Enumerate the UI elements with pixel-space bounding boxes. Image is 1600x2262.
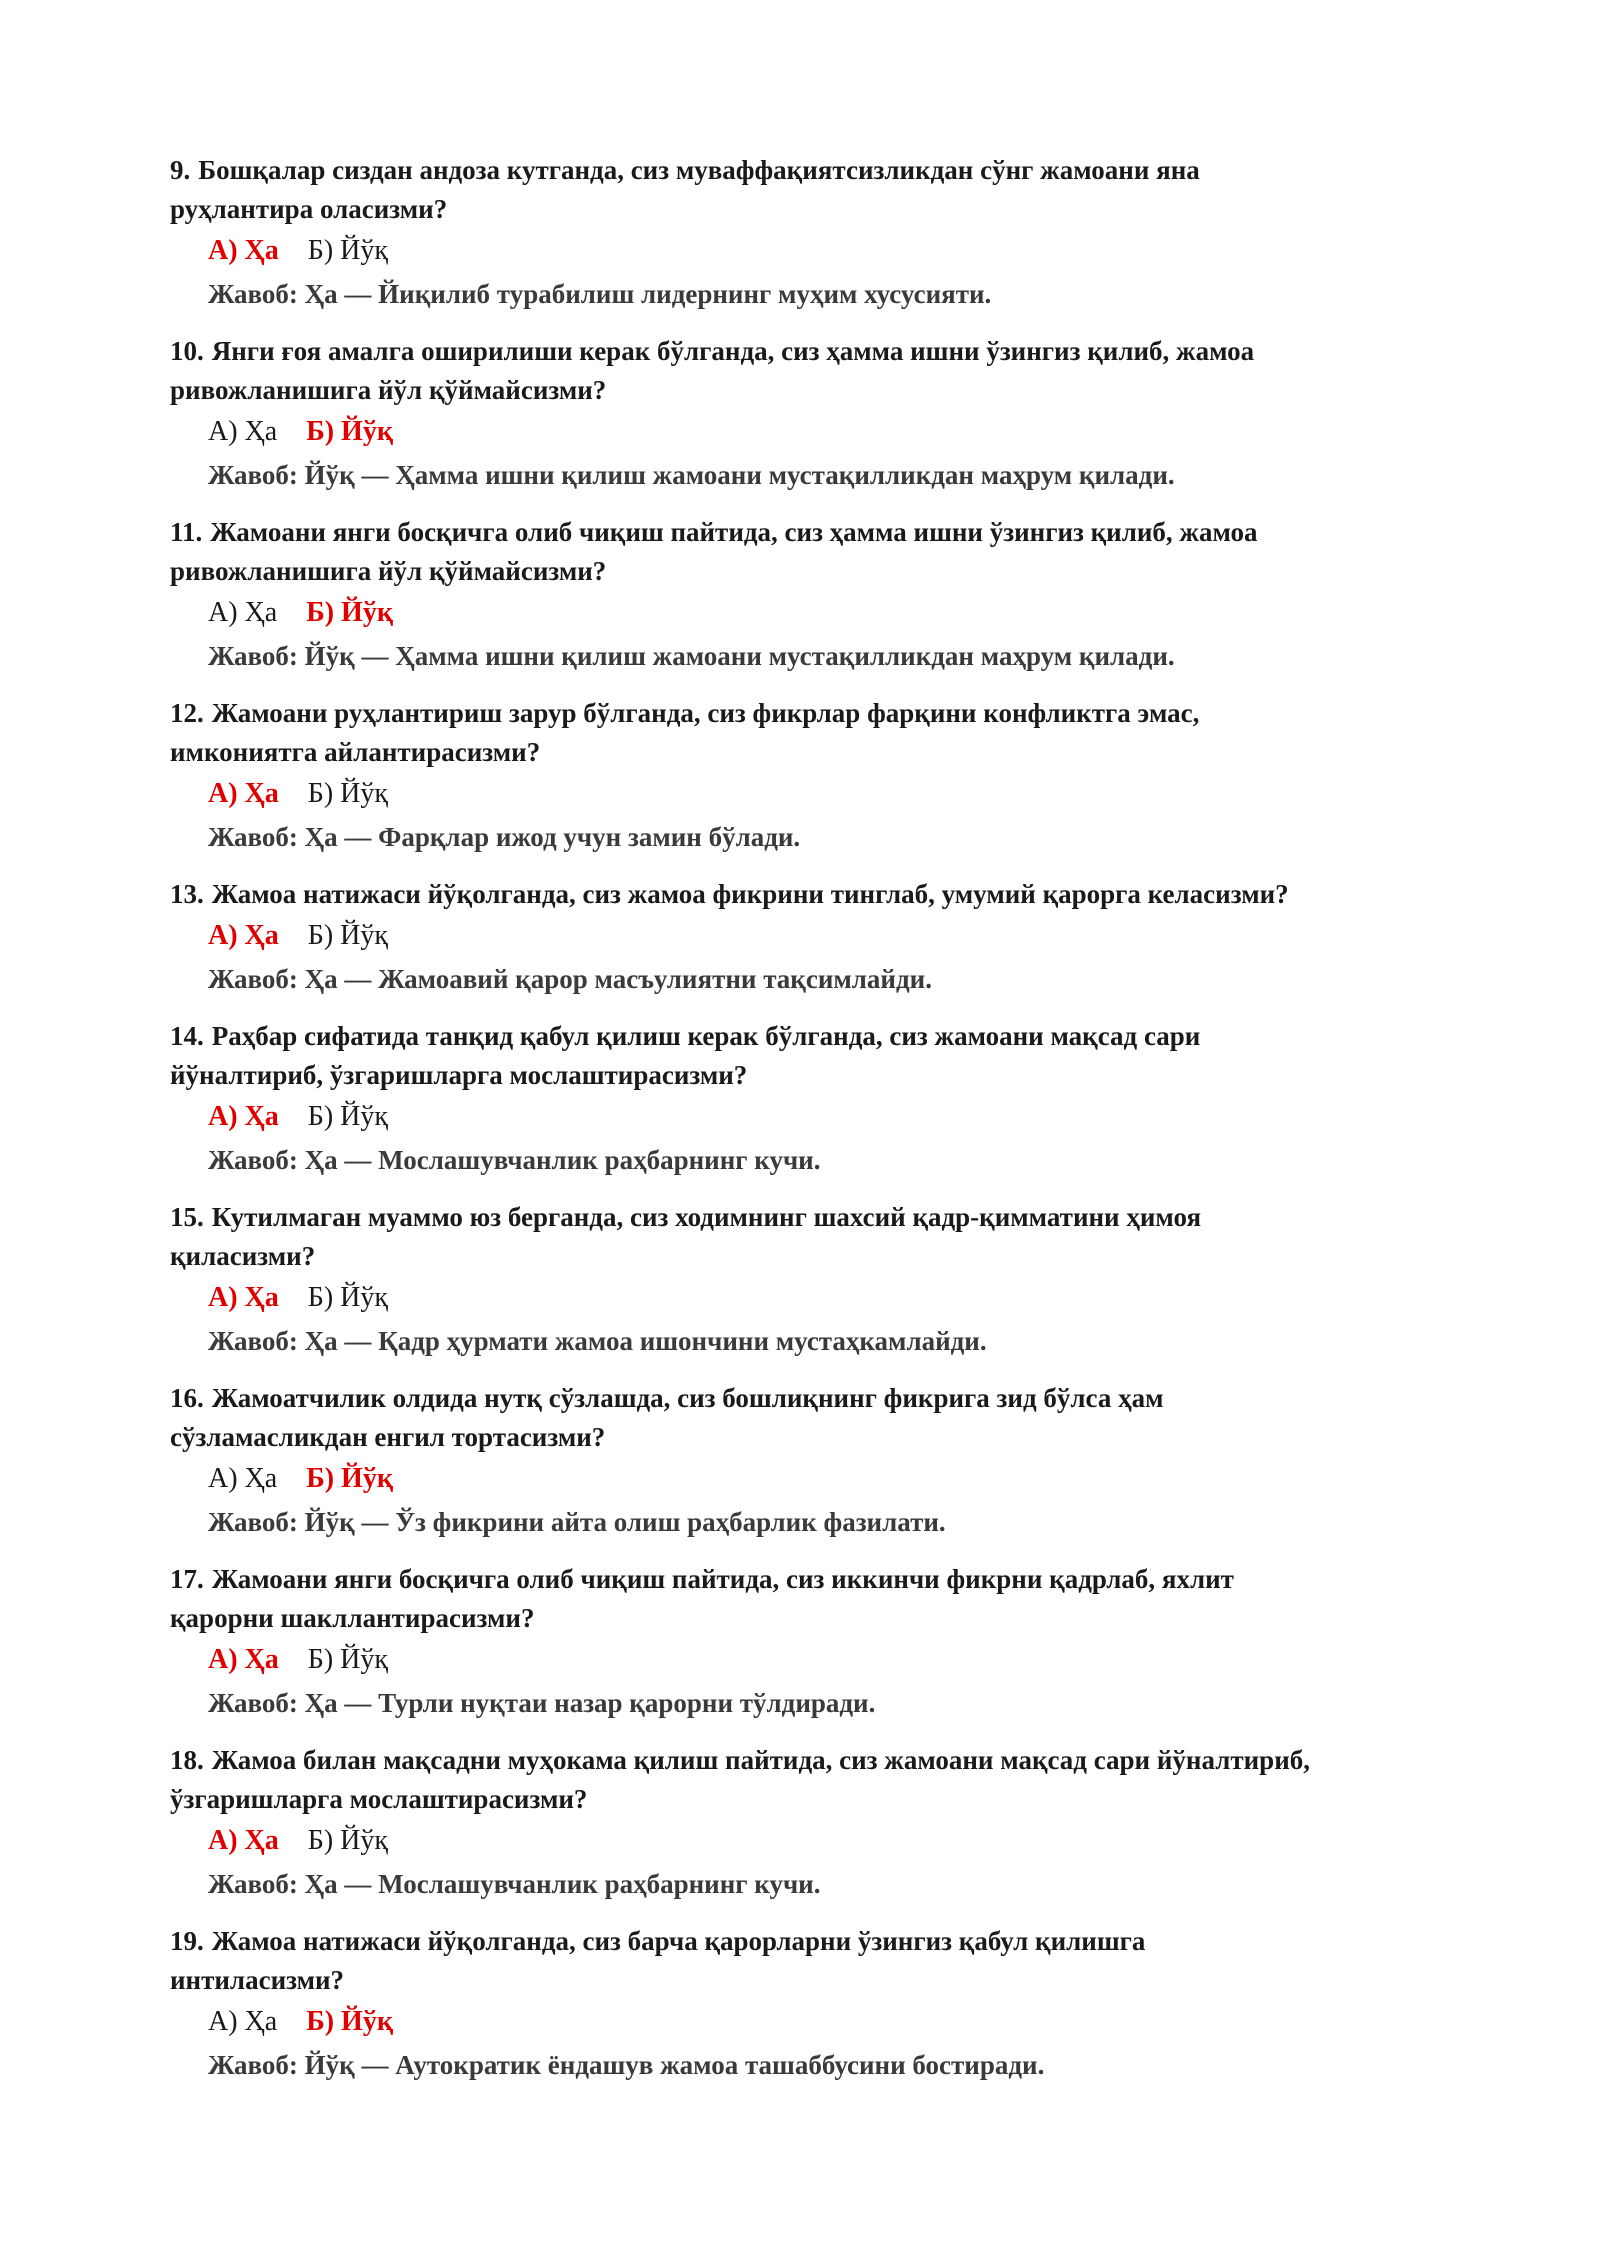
- question-text: [170, 1560, 1460, 1638]
- answer-explanation: Жавоб: Йўқ — Ҳамма ишни қилиш жамоани мустақилликдан маҳрум қилади.: [208, 641, 1175, 671]
- question-line: руҳлантира оласизми?: [170, 194, 448, 224]
- question-number: 16.: [170, 1383, 204, 1413]
- answer-explanation: Жавоб: Йўқ — Ўз фикрини айта олиш раҳбарлик фазилати.: [208, 1507, 946, 1537]
- question-text: [170, 1379, 1460, 1457]
- option-b[interactable]: Б) Йўқ: [307, 235, 388, 266]
- option-b[interactable]: Б) Йўқ: [306, 2006, 393, 2037]
- question-14: [170, 1017, 1460, 1179]
- question-line: ўзгаришларга мослаштирасизми?: [170, 1784, 588, 1814]
- question-17: [170, 1560, 1460, 1722]
- question-line: Кутилмаган муаммо юз берганда, сиз ходимнинг шахсий қадр-қимматини ҳимоя: [211, 1202, 1202, 1232]
- question-text: [170, 1922, 1460, 2000]
- question-number: 10.: [170, 336, 204, 366]
- option-b[interactable]: Б) Йўқ: [307, 1825, 388, 1856]
- options: [208, 412, 1460, 452]
- question-number: 12.: [170, 698, 204, 728]
- question-line: қарорни шакллантирасизми?: [170, 1603, 535, 1633]
- question-line: Жамоани янги босқичга олиб чиқиш пайтида, сиз иккинчи фикрни қадрлаб, яхлит: [211, 1564, 1234, 1594]
- options: [208, 1097, 1460, 1137]
- option-a[interactable]: А) Ҳа: [208, 2006, 278, 2037]
- question-10: [170, 332, 1460, 494]
- question-text: [170, 1198, 1460, 1276]
- question-line: Раҳбар сифатида танқид қабул қилиш керак бўлганда, сиз жамоани мақсад сари: [211, 1021, 1201, 1051]
- question-line: интиласизми?: [170, 1965, 345, 1995]
- options: [208, 231, 1460, 271]
- question-line: Бошқалар сиздан андоза кутганда, сиз муваффақиятсизликдан сўнг жамоани яна: [198, 155, 1200, 185]
- question-18: [170, 1741, 1460, 1903]
- question-line: Янги ғоя амалга оширилиши керак бўлганда, сиз ҳамма ишни ўзингиз қилиб, жамоа: [211, 336, 1255, 366]
- question-line: Жамоа натижаси йўқолганда, сиз жамоа фикрини тинглаб, умумий қарорга келасизми?: [211, 879, 1289, 909]
- option-b[interactable]: Б) Йўқ: [306, 416, 393, 447]
- question-12: [170, 694, 1460, 856]
- question-line: Жамоатчилик олдида нутқ сўзлашда, сиз бошлиқнинг фикрига зид бўлса ҳам: [211, 1383, 1164, 1413]
- answer-explanation: Жавоб: Ҳа — Қадр ҳурмати жамоа ишончини мустаҳкамлайди.: [208, 1326, 987, 1356]
- options: [208, 774, 1460, 814]
- answer-explanation: Жавоб: Ҳа — Турли нуқтаи назар қарорни тўлдиради.: [208, 1688, 876, 1718]
- question-line: Жамоа билан мақсадни муҳокама қилиш пайтида, сиз жамоани мақсад сари йўналтириб,: [211, 1745, 1310, 1775]
- option-a[interactable]: А) Ҳа: [208, 416, 278, 447]
- options: [208, 1821, 1460, 1861]
- question-11: [170, 513, 1460, 675]
- question-number: 17.: [170, 1564, 204, 1594]
- question-9: [170, 151, 1460, 313]
- question-text: [170, 151, 1460, 229]
- question-number: 13.: [170, 879, 204, 909]
- question-text: [170, 1741, 1460, 1819]
- options: [208, 916, 1460, 956]
- question-number: 9.: [170, 155, 191, 185]
- question-line: имкониятга айлантирасизми?: [170, 737, 541, 767]
- question-line: қиласизми?: [170, 1241, 316, 1271]
- option-b[interactable]: Б) Йўқ: [307, 1282, 388, 1313]
- question-text: [170, 694, 1460, 772]
- option-a[interactable]: А) Ҳа: [208, 597, 278, 628]
- option-b[interactable]: Б) Йўқ: [306, 597, 393, 628]
- option-a[interactable]: А) Ҳа: [208, 778, 279, 809]
- question-line: Жамоани руҳлантириш зарур бўлганда, сиз фикрлар фарқини конфликтга эмас,: [211, 698, 1200, 728]
- answer-explanation: Жавоб: Ҳа — Йиқилиб турабилиш лидернинг муҳим хусусияти.: [208, 279, 992, 309]
- option-a[interactable]: А) Ҳа: [208, 1644, 279, 1675]
- question-13: [170, 875, 1460, 998]
- answer-explanation: Жавоб: Ҳа — Жамоавий қарор масъулиятни тақсимлайди.: [208, 964, 932, 994]
- options: [208, 593, 1460, 633]
- option-a[interactable]: А) Ҳа: [208, 235, 279, 266]
- answer-explanation: Жавоб: Ҳа — Мослашувчанлик раҳбарнинг кучи.: [208, 1869, 821, 1899]
- question-text: [170, 875, 1460, 914]
- question-16: [170, 1379, 1460, 1541]
- option-a[interactable]: А) Ҳа: [208, 1282, 279, 1313]
- question-number: 11.: [170, 517, 203, 547]
- answer-explanation: Жавоб: Ҳа — Фарқлар ижод учун замин бўлади.: [208, 822, 801, 852]
- option-a[interactable]: А) Ҳа: [208, 920, 279, 951]
- question-line: Жамоани янги босқичга олиб чиқиш пайтида, сиз ҳамма ишни ўзингиз қилиб, жамоа: [210, 517, 1258, 547]
- question-number: 18.: [170, 1745, 204, 1775]
- options: [208, 1459, 1460, 1499]
- option-a[interactable]: А) Ҳа: [208, 1825, 279, 1856]
- option-b[interactable]: Б) Йўқ: [307, 920, 388, 951]
- question-text: [170, 332, 1460, 410]
- question-line: Жамоа натижаси йўқолганда, сиз барча қарорларни ўзингиз қабул қилишга: [211, 1926, 1146, 1956]
- question-line: ривожланишига йўл қўймайсизми?: [170, 556, 607, 586]
- answer-explanation: Жавоб: Йўқ — Аутократик ёндашув жамоа ташаббусини бостиради.: [208, 2050, 1045, 2080]
- option-b[interactable]: Б) Йўқ: [307, 1101, 388, 1132]
- question-number: 14.: [170, 1021, 204, 1051]
- question-19: [170, 1922, 1460, 2084]
- answer-explanation: Жавоб: Ҳа — Мослашувчанлик раҳбарнинг кучи.: [208, 1145, 821, 1175]
- option-a[interactable]: А) Ҳа: [208, 1463, 278, 1494]
- option-b[interactable]: Б) Йўқ: [306, 1463, 393, 1494]
- option-b[interactable]: Б) Йўқ: [307, 1644, 388, 1675]
- options: [208, 2002, 1460, 2042]
- question-number: 19.: [170, 1926, 204, 1956]
- question-number: 15.: [170, 1202, 204, 1232]
- answer-explanation: Жавоб: Йўқ — Ҳамма ишни қилиш жамоани мустақилликдан маҳрум қилади.: [208, 460, 1175, 490]
- option-b[interactable]: Б) Йўқ: [307, 778, 388, 809]
- question-line: сўзламасликдан енгил тортасизми?: [170, 1422, 606, 1452]
- option-a[interactable]: А) Ҳа: [208, 1101, 279, 1132]
- question-text: [170, 513, 1460, 591]
- question-15: [170, 1198, 1460, 1360]
- question-text: [170, 1017, 1460, 1095]
- options: [208, 1640, 1460, 1680]
- options: [208, 1278, 1460, 1318]
- question-line: ривожланишига йўл қўймайсизми?: [170, 375, 607, 405]
- question-line: йўналтириб, ўзгаришларга мослаштирасизми?: [170, 1060, 748, 1090]
